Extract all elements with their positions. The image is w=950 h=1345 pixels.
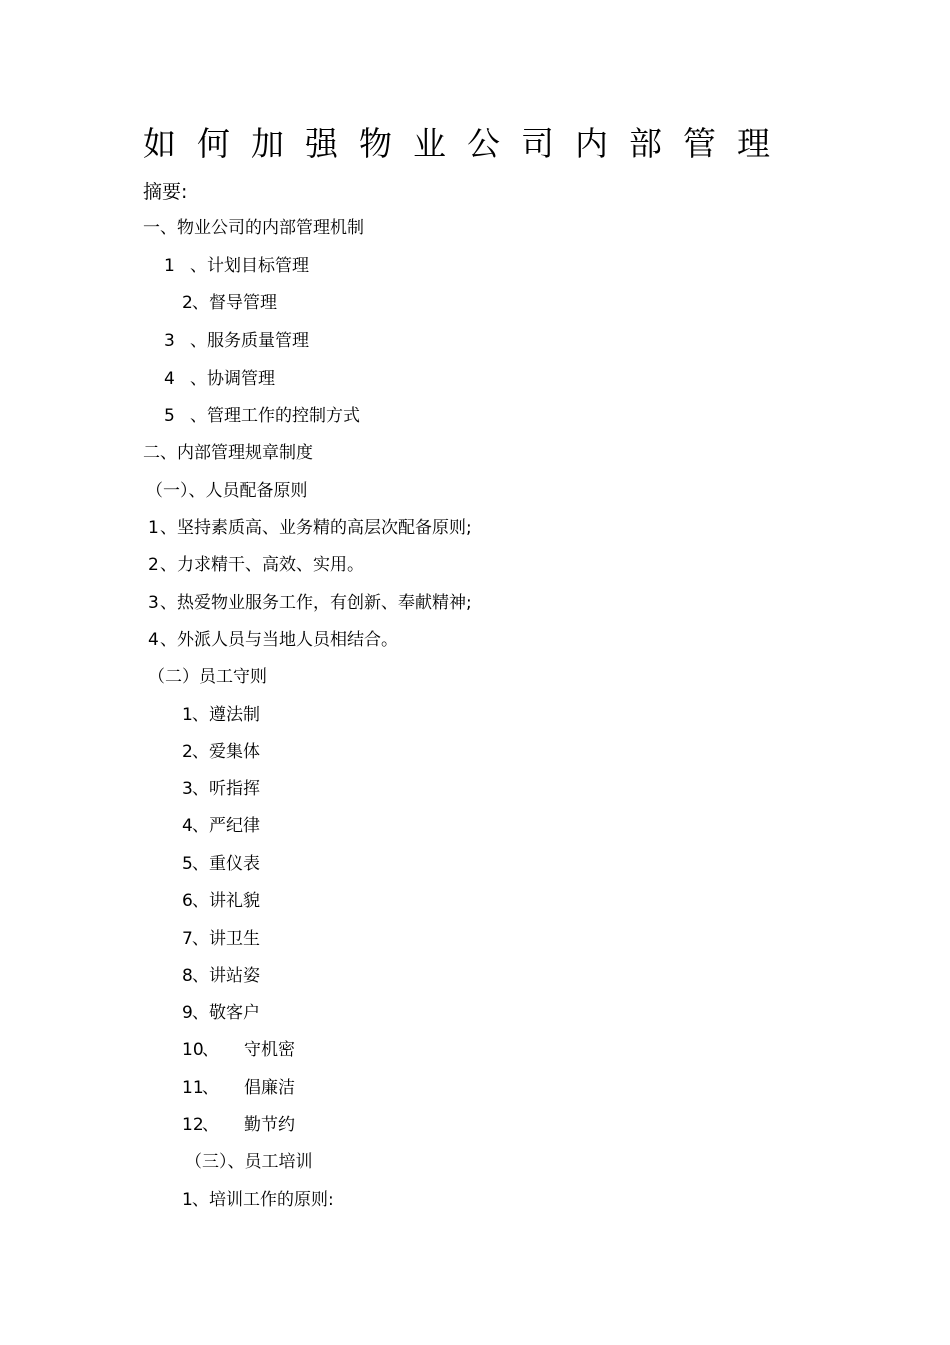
item-text: 、督导管理 — [192, 293, 277, 313]
document-title: 如何加强物业公司内部管理 — [143, 124, 791, 163]
item-number: 3 — [148, 593, 159, 613]
item-number: 4 — [182, 816, 193, 836]
list-item — [164, 254, 309, 278]
item-number: 5 — [182, 854, 193, 874]
item-number: 1 — [182, 1190, 193, 1210]
item-text: 、计划目标管理 — [190, 256, 309, 276]
item-number: 1 — [164, 256, 175, 276]
item-number: 11 — [182, 1078, 204, 1098]
list-item — [182, 291, 277, 315]
list-item — [182, 1001, 260, 1025]
subsection-heading: （一）、人员配备原则 — [146, 481, 308, 501]
list-item — [182, 1038, 295, 1062]
abstract-label: 摘要: — [143, 181, 188, 203]
item-text: 、讲卫生 — [192, 929, 260, 949]
section-2-heading: 二、内部管理规章制度 — [143, 443, 313, 463]
list-item — [148, 591, 472, 615]
item-separator: 、 — [202, 1040, 219, 1060]
item-text: 、服务质量管理 — [190, 331, 309, 351]
item-number: 1 — [182, 705, 193, 725]
item-number: 8 — [182, 966, 193, 986]
list-item — [164, 404, 360, 428]
list-item — [148, 553, 364, 577]
list-item — [182, 1188, 334, 1212]
item-number: 3 — [164, 331, 175, 351]
item-text: 、遵法制 — [192, 705, 260, 725]
subsection-heading: （三）、员工培训 — [185, 1152, 313, 1172]
item-separator: 、 — [202, 1115, 219, 1135]
item-separator: 、 — [202, 1078, 219, 1098]
item-text: 、热爱物业服务工作，有创新、奉献精神; — [160, 593, 472, 613]
list-item — [164, 329, 309, 353]
item-text: 、敬客户 — [192, 1003, 260, 1023]
item-text: 、听指挥 — [192, 779, 260, 799]
item-number: 2 — [182, 742, 193, 762]
list-item — [182, 964, 260, 988]
list-item — [182, 814, 260, 838]
item-text: 、重仪表 — [192, 854, 260, 874]
list-item — [182, 1113, 295, 1137]
list-item — [182, 740, 260, 764]
list-item — [182, 927, 260, 951]
item-text: 、坚持素质高、业务精的高层次配备原则; — [160, 518, 472, 538]
list-item — [148, 628, 398, 652]
item-text: 、讲站姿 — [192, 966, 260, 986]
item-number: 12 — [182, 1115, 204, 1135]
item-number: 4 — [148, 630, 159, 650]
item-text: 、管理工作的控制方式 — [190, 406, 360, 426]
item-text: 守机密 — [244, 1040, 295, 1060]
item-number: 9 — [182, 1003, 193, 1023]
item-number: 2 — [182, 293, 193, 313]
list-item — [182, 703, 260, 727]
item-number: 1 — [148, 518, 159, 538]
list-item — [164, 367, 275, 391]
subsection-heading: （二）员工守则 — [148, 667, 267, 687]
list-item — [182, 889, 260, 913]
item-text: 、爱集体 — [192, 742, 260, 762]
item-text: 、培训工作的原则: — [192, 1190, 334, 1210]
item-number: 2 — [148, 555, 159, 575]
item-number: 3 — [182, 779, 193, 799]
item-text: 、力求精干、高效、实用。 — [160, 555, 364, 575]
item-number: 10 — [182, 1040, 204, 1060]
item-text: 、外派人员与当地人员相结合。 — [160, 630, 398, 650]
item-number: 6 — [182, 891, 193, 911]
item-text: 勤节约 — [244, 1115, 295, 1135]
list-item — [148, 516, 472, 540]
item-number: 4 — [164, 369, 175, 389]
item-text: 、协调管理 — [190, 369, 275, 389]
item-number: 7 — [182, 929, 193, 949]
item-number: 5 — [164, 406, 175, 426]
list-item — [182, 852, 260, 876]
list-item — [182, 777, 260, 801]
section-1-heading: 一、物业公司的内部管理机制 — [143, 218, 364, 238]
list-item — [182, 1076, 295, 1100]
item-text: 倡廉洁 — [244, 1078, 295, 1098]
item-text: 、严纪律 — [192, 816, 260, 836]
item-text: 、讲礼貌 — [192, 891, 260, 911]
